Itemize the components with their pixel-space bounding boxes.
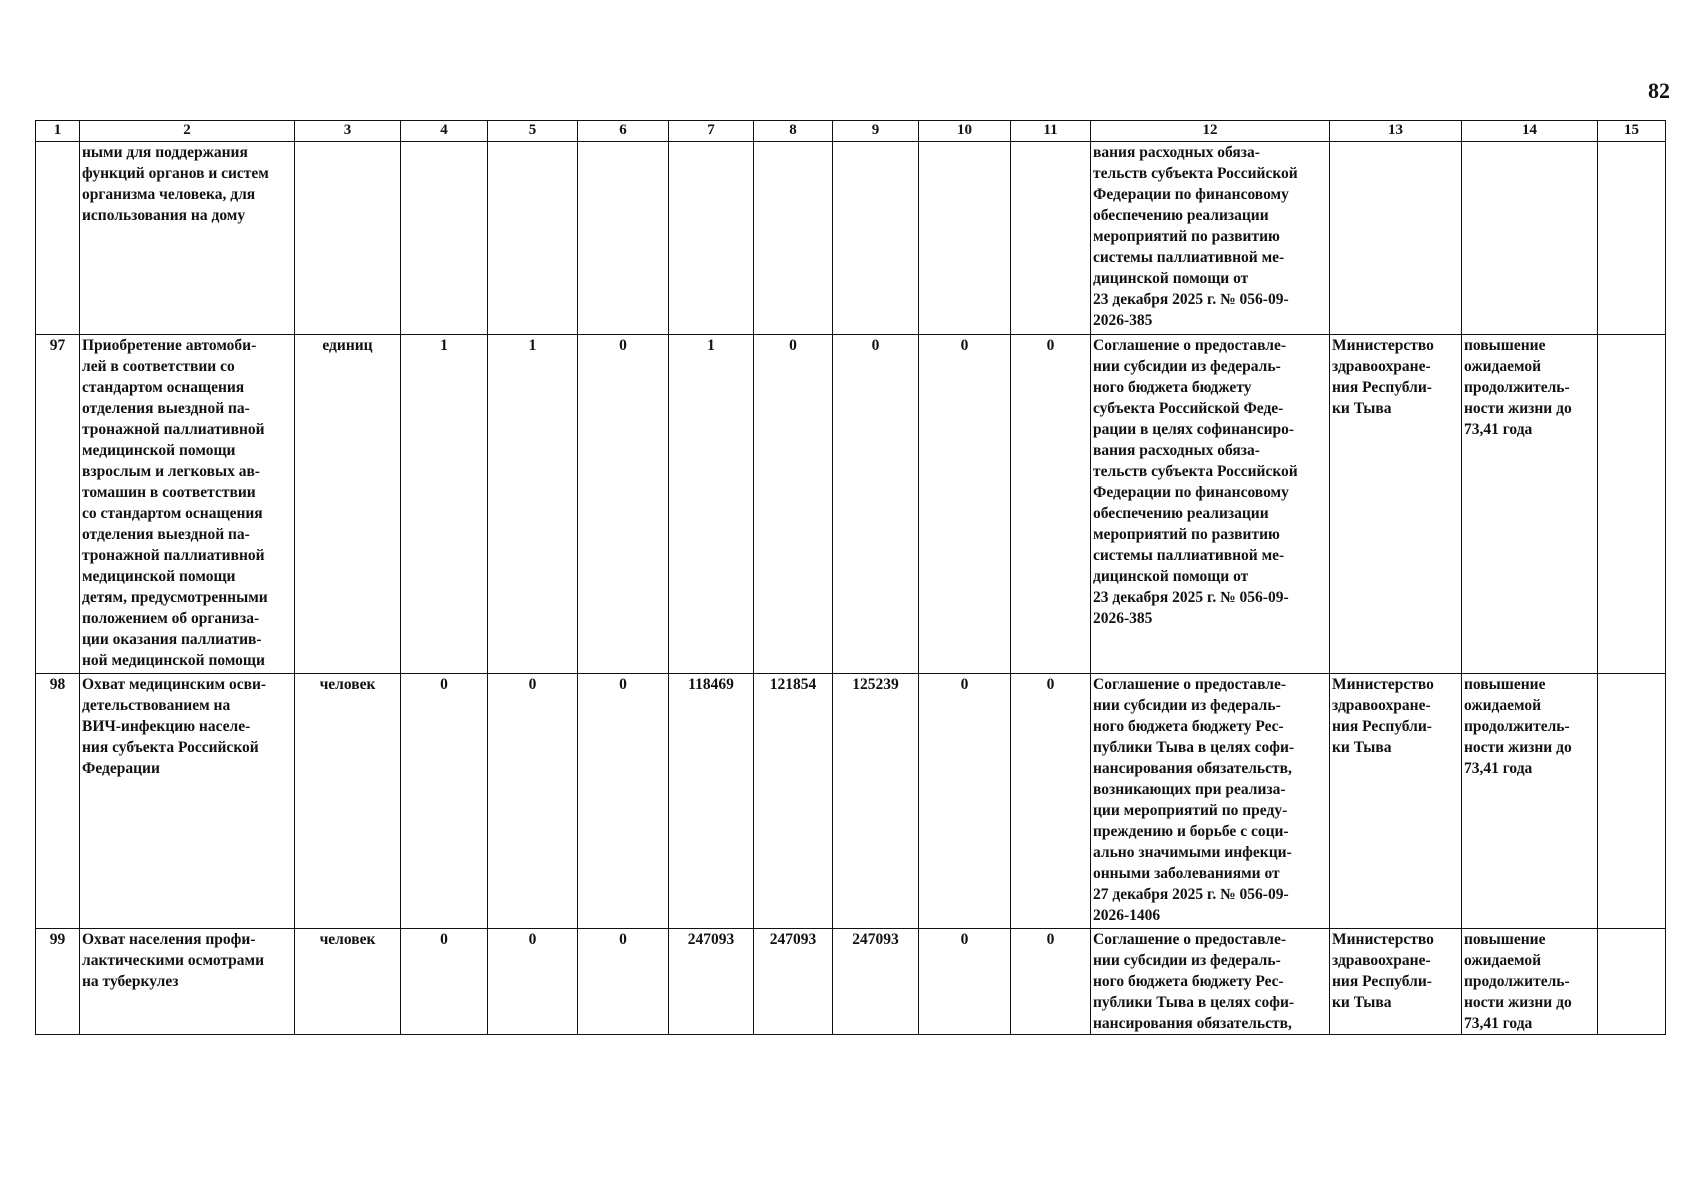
unit-cell: человек [295,674,401,929]
column-header: 11 [1011,121,1091,142]
value-cell: 0 [578,335,669,674]
column-header: 8 [754,121,833,142]
value-cell: 0 [1011,335,1091,674]
value-cell [833,142,919,335]
responsible-cell: Министерство здравоохране- ния Республи- ки Тыва [1330,335,1462,674]
column-header: 5 [488,121,578,142]
page-number: 82 [1648,78,1670,103]
value-cell [754,142,833,335]
value-cell [401,142,488,335]
value-cell: 1 [401,335,488,674]
value-cell: 125239 [833,674,919,929]
column-header: 15 [1598,121,1666,142]
column-header: 14 [1462,121,1598,142]
table-row-98 [36,674,1666,929]
value-cell: 0 [578,674,669,929]
value-cell [1011,142,1091,335]
row-number-cell: 99 [36,929,80,1035]
column-header: 4 [401,121,488,142]
value-cell: 1 [669,335,754,674]
value-cell: 247093 [669,929,754,1035]
column-header: 9 [833,121,919,142]
agreement-cell: Соглашение о предоставле- нии субсидии из федераль- ного бюджета бюджету Рес- публики Тыва в целях софи- нансирования обязательств, [1091,929,1330,1035]
indicator-name-cell: Приобретение автомоби- лей в соответствии со стандартом оснащения отделения выездной па- тронажной паллиативной медицинской помощи взрослым и легковых ав- томашин в соответствии со стандартом оснащения отделения выездной па- тронажной паллиативной медицинской помощи детям, предусмотренными положением об организа- ции оказания паллиатив- ной медицинской помощи [80,335,295,674]
column-header: 7 [669,121,754,142]
table-row-97 [36,335,1666,674]
column-header: 12 [1091,121,1330,142]
row-number-cell: 98 [36,674,80,929]
indicator-name-cell: Охват населения профи- лактическими осмотрами на туберкулез [80,929,295,1035]
value-cell: 0 [833,335,919,674]
result-cell: повышение ожидаемой продолжитель- ности жизни до 73,41 года [1462,929,1598,1035]
value-cell: 0 [919,929,1011,1035]
row-number-cell [36,142,80,335]
agreement-cell: вания расходных обяза- тельств субъекта Российской Федерации по финансовому обеспечению реализации мероприятий по развитию системы паллиативной ме- дицинской помощи от 23 декабря 2025 г. № 056-09- 2026-385 [1091,142,1330,335]
indicator-name-cell: ными для поддержания функций органов и систем организма человека, для использования на дому [80,142,295,335]
note-cell [1598,929,1666,1035]
value-cell: 247093 [833,929,919,1035]
note-cell [1598,335,1666,674]
indicator-name-cell: Охват медицинским осви- детельствованием на ВИЧ-инфекцию населе- ния субъекта Российской Федерации [80,674,295,929]
value-cell: 0 [754,335,833,674]
unit-cell: человек [295,929,401,1035]
unit-cell: единиц [295,335,401,674]
column-header: 10 [919,121,1011,142]
column-header: 6 [578,121,669,142]
value-cell: 0 [401,929,488,1035]
note-cell [1598,674,1666,929]
responsible-cell: Министерство здравоохране- ния Республи- ки Тыва [1330,929,1462,1035]
result-cell: повышение ожидаемой продолжитель- ности жизни до 73,41 года [1462,674,1598,929]
value-cell [578,142,669,335]
value-cell: 0 [919,335,1011,674]
value-cell: 0 [1011,929,1091,1035]
value-cell: 1 [488,335,578,674]
value-cell: 121854 [754,674,833,929]
column-header: 3 [295,121,401,142]
agreement-cell: Соглашение о предоставле- нии субсидии из федераль- ного бюджета бюджету субъекта Российской Феде- рации в целях софинансиро- вания расходных обяза- тельств субъекта Российской Федерации по финансовому обеспечению реализации мероприятий по развитию системы паллиативной ме- дицинской помощи от 23 декабря 2025 г. № 056-09- 2026-385 [1091,335,1330,674]
row-number-cell: 97 [36,335,80,674]
result-cell: повышение ожидаемой продолжитель- ности жизни до 73,41 года [1462,335,1598,674]
result-cell [1462,142,1598,335]
value-cell [669,142,754,335]
value-cell: 118469 [669,674,754,929]
responsible-cell: Министерство здравоохране- ния Республи- ки Тыва [1330,674,1462,929]
header-row [36,121,1666,142]
value-cell: 247093 [754,929,833,1035]
value-cell [488,142,578,335]
column-header: 2 [80,121,295,142]
unit-cell [295,142,401,335]
value-cell: 0 [488,929,578,1035]
column-header: 1 [36,121,80,142]
value-cell: 0 [488,674,578,929]
agreement-cell: Соглашение о предоставле- нии субсидии из федераль- ного бюджета бюджету Рес- публики Тыва в целях софи- нансирования обязательств, возникающих при реализа- ции мероприятий по преду- преждению и борьбе с соци- ально значимыми инфекци- онными заболеваниями от 27 декабря 2025 г. № 056-09- 2026-1406 [1091,674,1330,929]
note-cell [1598,142,1666,335]
column-header: 13 [1330,121,1462,142]
value-cell: 0 [919,674,1011,929]
value-cell: 0 [401,674,488,929]
table-row-continuation [36,142,1666,335]
value-cell: 0 [578,929,669,1035]
value-cell: 0 [1011,674,1091,929]
data-table [35,120,1666,1035]
responsible-cell [1330,142,1462,335]
table-row-99 [36,929,1666,1035]
value-cell [919,142,1011,335]
